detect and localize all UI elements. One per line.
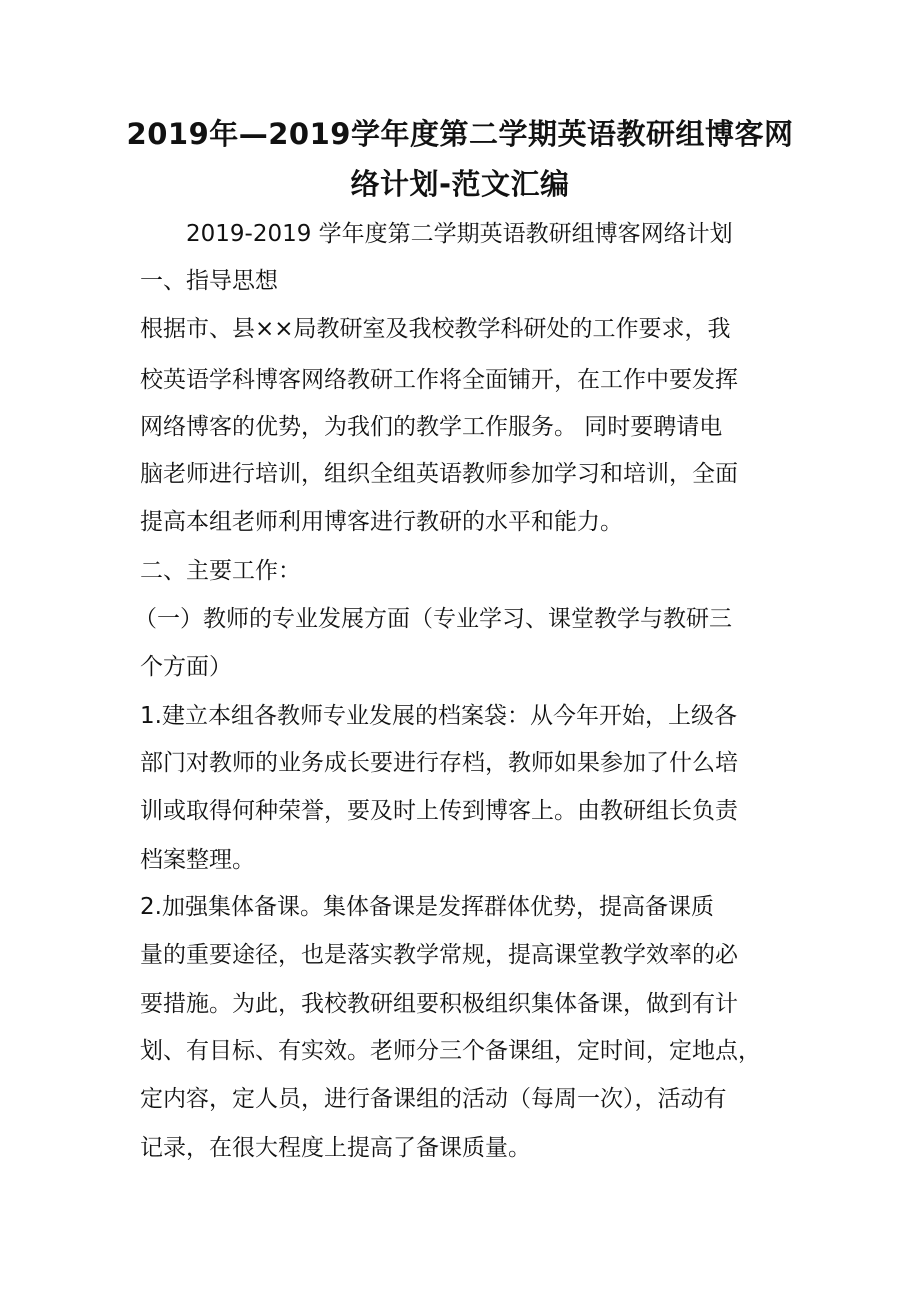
paragraph-line: 提高本组老师利用博客进行教研的水平和能力。 <box>140 509 623 535</box>
paragraph-line: 2.加强集体备课。集体备课是发挥群体优势，提高备课质 <box>140 894 714 920</box>
section-heading-guiding-thought: 一、指导思想 <box>140 268 278 294</box>
paragraph-line: 训或取得何种荣誉，要及时上传到博客上。由教研组长负责 <box>140 798 738 824</box>
paragraph-line: 记录，在很大程度上提高了备课质量。 <box>140 1135 531 1161</box>
document-subtitle: 2019-2019 学年度第二学期英语教研组博客网络计划 <box>186 221 733 247</box>
paragraph-line: 校英语学科博客网络教研工作将全面铺开，在工作中要发挥 <box>140 367 738 393</box>
document-title-line-1: 2019年—2019学年度第二学期英语教研组博客网 <box>126 117 794 151</box>
paragraph-line: 部门对教师的业务成长要进行存档，教师如果参加了什么培 <box>140 750 738 776</box>
paragraph-line: 个方面） <box>140 654 232 680</box>
paragraph-line: 量的重要途径，也是落实教学常规，提高课堂教学效率的必 <box>140 942 738 968</box>
subsection-heading: （一）教师的专业发展方面（专业学习、课堂教学与教研三 <box>134 606 732 632</box>
paragraph-line: 划、有目标、有实效。老师分三个备课组，定时间，定地点， <box>140 1038 761 1064</box>
paragraph-line: 脑老师进行培训，组织全组英语教师参加学习和培训，全面 <box>140 461 738 487</box>
paragraph-line: 1.建立本组各教师专业发展的档案袋：从今年开始，上级各 <box>140 703 737 729</box>
paragraph-line: 定内容，定人员，进行备课组的活动（每周一次），活动有 <box>140 1086 727 1112</box>
paragraph-line: 要措施。为此，我校教研组要积极组织集体备课，做到有计 <box>140 991 738 1017</box>
paragraph-line: 网络博客的优势，为我们的教学工作服务。 同时要聘请电 <box>140 414 723 440</box>
document-title-line-2: 络计划-范文汇编 <box>350 167 570 201</box>
section-heading-main-work: 二、主要工作： <box>140 558 301 584</box>
paragraph-line: 根据市、县××局教研室及我校教学科研处的工作要求，我 <box>140 316 731 342</box>
paragraph-line: 档案整理。 <box>140 847 255 873</box>
